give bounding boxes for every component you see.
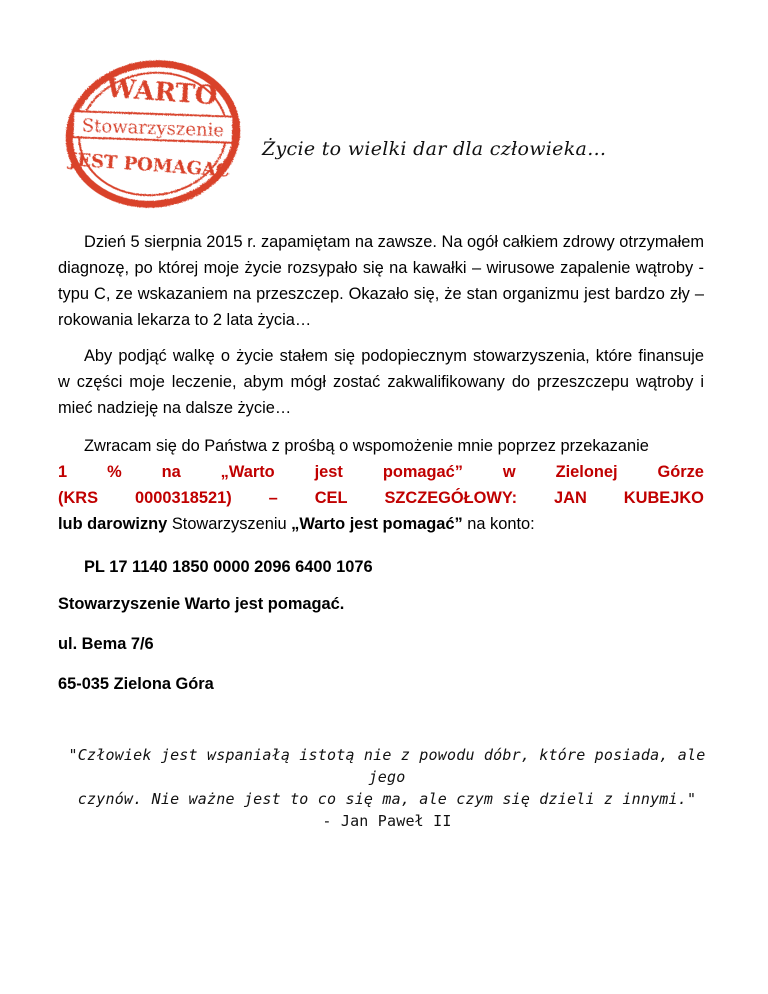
red-word: „Warto: [220, 463, 275, 481]
or-donation: lub darowizny: [58, 515, 168, 533]
red-word: %: [107, 463, 122, 481]
tagline: Życie to wielki dar dla człowieka…: [262, 138, 607, 160]
quote-line-2: czynów. Nie ważne jest to co się ma, ale czym się dzieli z innymi.": [77, 790, 697, 808]
red-word: CEL: [314, 489, 348, 507]
red-word: SZCZEGÓŁOWY:: [384, 489, 518, 507]
red-word: 1: [58, 463, 68, 481]
red-word: Zielonej: [555, 463, 618, 481]
red-word: –: [268, 489, 278, 507]
appeal-red-line-1: [58, 459, 704, 485]
bank-account-number: PL 17 1140 1850 0000 2096 6400 1076: [84, 558, 373, 576]
red-word: jest: [314, 463, 343, 481]
quote-author: - Jan Paweł II: [322, 812, 452, 830]
appeal-red-line-2: [58, 485, 704, 511]
paragraph-association: [58, 343, 704, 421]
red-word: JAN: [554, 489, 587, 507]
appeal-donation-line: [58, 511, 704, 537]
logo-middle-text: Stowarzyszenie: [81, 115, 225, 142]
to-account: na konto:: [462, 515, 535, 533]
red-word: pomagać”: [382, 463, 463, 481]
paragraph-appeal: [58, 433, 704, 537]
to-association: Stowarzyszeniu: [167, 515, 292, 533]
association-logo-stamp: [62, 58, 244, 210]
closing-quote: [64, 744, 710, 832]
paragraph-2-text: Aby podjąć walkę o życie stałem się podopiecznym stowarzyszenia, które finansuje w części moje leczenie, abym mógł zostać zakwalifikowany do przeszczepu wątroby i mieć nadzieję na dalsze życie…: [58, 347, 704, 417]
address-city: 65-035 Zielona Góra: [58, 675, 214, 693]
logo-top-text: WARTO: [105, 73, 219, 112]
red-word: 0000318521): [135, 489, 232, 507]
red-word: Górze: [657, 463, 704, 481]
logo-bottom-text: JEST POMAGAĆ: [68, 149, 231, 182]
red-word: KUBEJKO: [623, 489, 704, 507]
address-name: Stowarzyszenie Warto jest pomagać.: [58, 595, 345, 613]
red-word: (KRS: [58, 489, 99, 507]
paragraph-diagnosis: [58, 229, 704, 333]
quote-line-1: "Człowiek jest wspaniałą istotą nie z powodu dóbr, które posiada, ale jego: [68, 746, 706, 786]
red-word: w: [502, 463, 516, 481]
paragraph-1-text: Dzień 5 sierpnia 2015 r. zapamiętam na zawsze. Na ogół całkiem zdrowy otrzymałem diagnozę, po której moje życie rozsypało się na kawałki – wirusowe zapalenie wątroby - typu C, ze wskazaniem na przeszczep. Okazało się, że stan organizmu jest bardzo zły – rokowania lekarza to 2 lata życia…: [58, 233, 704, 329]
appeal-intro: Zwracam się do Państwa z prośbą o wspomożenie mnie poprzez przekazanie: [84, 437, 649, 455]
address-street: ul. Bema 7/6: [58, 635, 154, 653]
red-word: na: [161, 463, 181, 481]
association-name: „Warto jest pomagać”: [291, 515, 463, 533]
